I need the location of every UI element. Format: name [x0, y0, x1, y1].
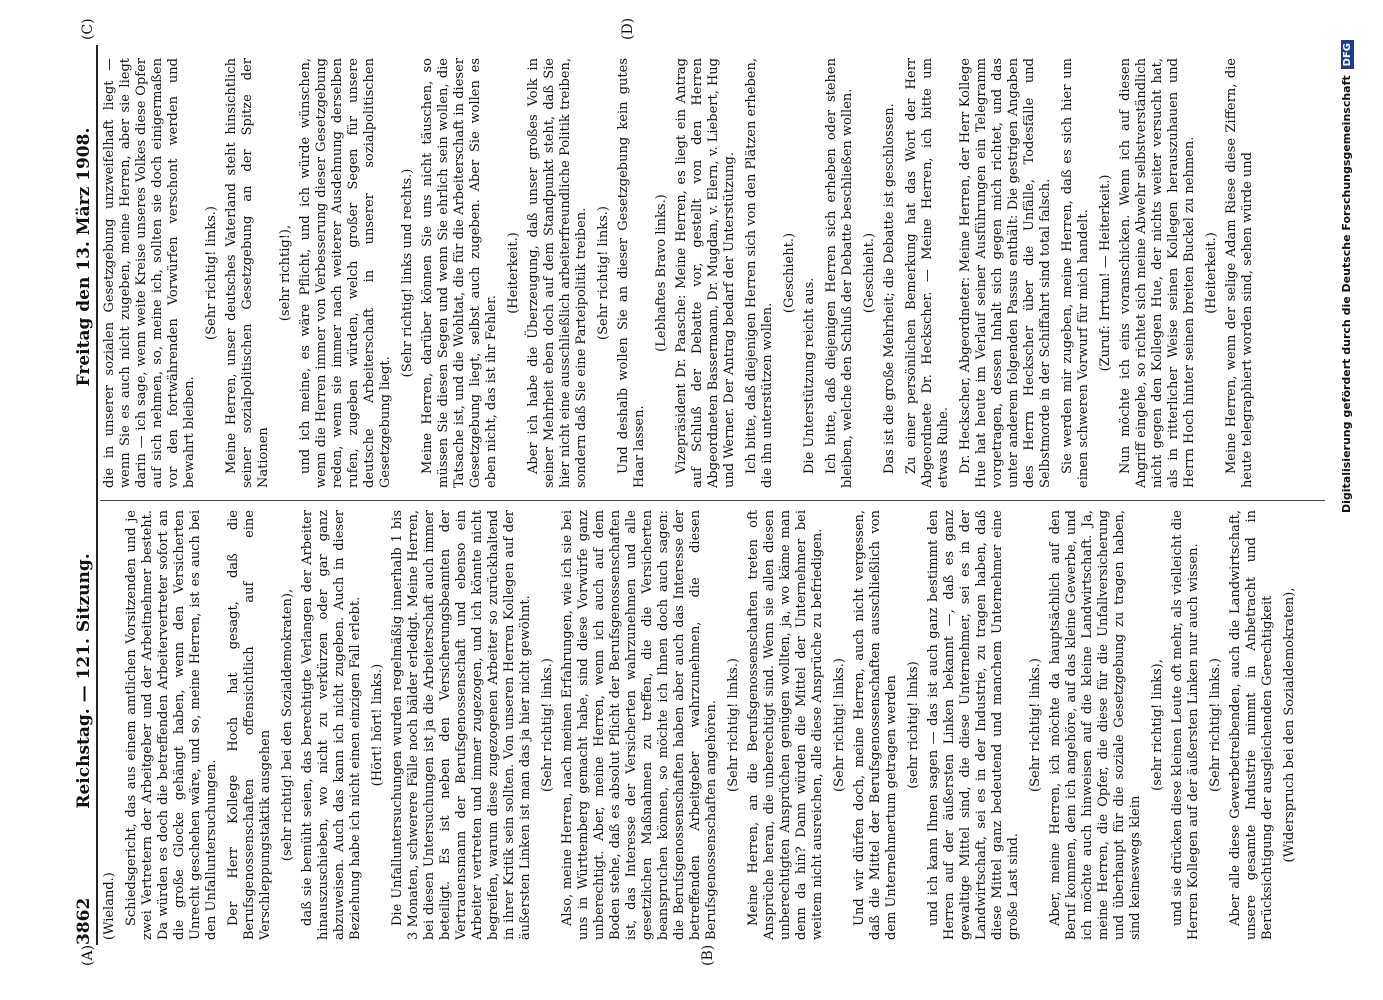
- interjection: (Sehr richtig! links.): [726, 658, 741, 792]
- paragraph: Nun möchte ich eins voranschicken. Wenn ich auf diesen Angriff eingehe, so richtet sich meine Abwehr selbstverständlich nicht gegen den Kollegen Hue, der nichts weiter versucht hat, als in ritterlicher Weise seinen Kollegen herauszuhauen und Herrn Hoch hinter seinen breiten Buckel zu nehmen.: [1118, 58, 1197, 488]
- left-text-column: [102, 510, 1322, 940]
- interjection: (sehr richtig! links),: [1150, 659, 1165, 791]
- paragraph: Meine Herren, an die Berufsgenossenschaften treten oft Ansprüche heran, die unberechtigt sind. Wenn sie allen diesen unberechtigten Ansprüchen genügen wollten, ja, wo käme man denn da hin? Dann würden die Mittel der Unternehmer bei weitem nicht ausreichen, alle diese Ansprüche zu befriedigen.: [746, 510, 825, 940]
- paragraph: und ich kann Ihnen sagen — das ist auch ganz bestimmt den Herren auf der äußersten Linken bekannt —, daß es ganz gewaltige Mittel sind, die diese Unternehmer, sei es in der Landwirtschaft, sei es in der Industrie, zu tragen haben, daß diese Mittel ganz bedeutend und manchem Unternehmer eine große Last sind.: [926, 510, 1021, 940]
- interjection: (Zuruf: Irrtum! — Heiterkeit.): [1098, 174, 1113, 372]
- column-divider: [100, 500, 1325, 501]
- interjection: (Sehr richtig! links.): [832, 658, 847, 792]
- interjection: (Heiterkeit.): [506, 232, 521, 314]
- right-text-column: [102, 58, 1322, 488]
- interjection: (Sehr richtig! links.): [540, 658, 555, 792]
- interjection: (Widerspruch bei den Sozialdemokraten),: [1282, 587, 1297, 863]
- paragraph: Meine Herren, darüber können Sie uns nicht täuschen, so müssen Sie diesen Segen und wenn Sie ehrlich sein wollen, die Tatsache ist, und die Wohltat, die für die Arbeiterschaft in dieser Gesetzgebung liegt, selbst auch zugeben. Aber Sie wollen es eben nicht, das ist ihr Fehler.: [420, 58, 499, 488]
- interjection: (Sehr richtig! links.): [1028, 658, 1043, 792]
- header-left-title: Reichstag. — 121. Sitzung.: [74, 553, 94, 809]
- interjection: (Sehr richtig! links.): [596, 206, 611, 340]
- page-number: 3862: [74, 897, 94, 945]
- header-right-title: Freitag den 13. März 1908.: [74, 127, 94, 387]
- paragraph: Sie werden mir zugeben, meine Herren, daß es sich hier um einen schweren Vorwurf für mich handelt.: [1060, 58, 1091, 488]
- paragraph: Also, meine Herren, nach meinen Erfahrungen, wie ich sie bei uns in Württemberg gemacht habe, sind diese Vorwürfe ganz unberechtigt. Aber, meine Herren, wenn ich auch auf dem Boden stehe, daß es absolut Pflicht der Berufsgenossenschaften ist, das Interesse der Versicherten wahrzunehmen und alle gesetzlichen Maßnahmen zu treffen, die die Versicherten beanspruchen können, so möchte ich Ihnen doch auch sagen: die Berufsgenossenschaften haben aber auch das Interesse der betreffenden Arbeitgeber wahrzunehmen, die diesen Berufsgenossenschaften angehören.: [560, 510, 719, 940]
- interjection: (sehr richtig! links): [906, 661, 921, 789]
- interjection: (Sehr richtig! links.): [1208, 658, 1223, 792]
- paragraph: Das ist die große Mehrheit; die Debatte ist geschlossen.: [882, 103, 897, 474]
- paragraph: Meine Herren, wenn der selige Adam Riese diese Ziffern, die heute telegraphiert worden sind, sehen würde und: [1224, 58, 1255, 488]
- paragraph: Aber, meine Herren, ich möchte da hauptsächlich auf den Beruf kommen, dem ich angehöre, auf das kleine Gewerbe, und ich möchte auch hinweisen auf die kleine Landwirtschaft. Ja, meine Herren, die Opfer, die diese für die Unfallversicherung und überhaupt für die soziale Gesetzgebung zu tragen haben, sind keineswegs klein: [1048, 510, 1143, 940]
- credit-text: Digitalisierung gefördert durch die Deutsche Forschungsgemeinschaft: [1340, 75, 1353, 514]
- interjection: (Lebhaftes Bravo links.): [654, 194, 669, 352]
- paragraph: Die Unterstützung reicht aus.: [802, 277, 817, 474]
- paragraph: Vizepräsident Dr. Paasche: Meine Herren, es liegt ein Antrag auf Schluß der Debatte vor, gestellt von den Herren Abgeordneten Bassermann, Dr. Mugdan, v. Elern, v. Liebert, Hug und Werner. Der Antrag bedarf der Unterstützung.: [674, 58, 737, 488]
- header-rule: [96, 45, 98, 945]
- interjection: (Heiterkeit.): [1204, 232, 1219, 314]
- paragraph: Dr. Heckscher, Abgeordneter: Meine Herren, der Herr Kollege Hue hat heute im Verlauf seiner Ausführungen ein Telegramm vorgetragen, dessen Inhalt sich gegen mich richtet, und das unter anderem folgenden Passus enthält: Die gestrigen Angaben des Herrn Heckscher über die Unfälle, Todesfälle und Selbstmorde in der Schiffahrt sind total falsch.: [958, 58, 1053, 488]
- paragraph: Zu einer persönlichen Bemerkung hat das Wort der Herr Abgeordnete Dr. Heckscher. — Meine Herren, ich bitte um etwas Ruhe.: [904, 58, 951, 488]
- paragraph: und ich meine, es wäre Pflicht, und ich würde wünschen, wenn die Herren immer von Verbesserung dieser Gesetzgebung reden, wenn sie immer nach weiterer Ausdehnung derselben rufen, zugeben würden, welch großer Segen für unsere deutsche Arbeiterschaft in unserer sozialpolitischen Gesetzgebung liegt.: [298, 58, 393, 488]
- paragraph: Und wir dürfen doch, meine Herren, auch nicht vergessen, daß die Mittel der Berufsgenossenschaften ausschließlich von dem Unternehmertum getragen werden: [852, 510, 899, 940]
- digitization-credit: [1340, 40, 1354, 960]
- margin-marker-a: (A): [80, 944, 96, 966]
- interjection: (Sehr richtig! links.): [204, 206, 219, 340]
- page-header: [60, 45, 94, 945]
- paragraph: Meine Herren, unser deutsches Vaterland steht hinsichtlich seiner sozialpolitischen Gesetzgebung an der Spitze der Nationen: [224, 58, 271, 488]
- paragraph: Und deshalb wollen Sie an dieser Gesetzgebung kein gutes Haar lassen.: [616, 58, 647, 488]
- dfg-logo: DFG: [1341, 40, 1354, 69]
- paragraph: Die Unfalluntersuchungen wurden regelmäßig innerhalb 1 bis 3 Monaten, schwerere Fälle noch bälder erledigt. Meine Herren, bei diesen Untersuchungen ist ja die Arbeiterschaft auch immer beteiligt. Es ist neben den Versicherungsbeamten der Vertrauensmann der Berufsgenossenschaft und ebenso ein Arbeiter vertreten und immer zugezogen, und ich könnte nicht begreifen, warum diese zugezogenen Arbeiter so zurückhaltend in ihrer Kritik sein sollten. Von unseren Herren Kollegen auf der äußersten Linken ist man das ja hier nicht gewöhnt.: [390, 510, 533, 940]
- interjection: (Hört! hört! links.): [370, 663, 385, 787]
- paragraph: Ich bitte, daß diejenigen Herren sich von den Plätzen erheben, die ihn unterstützen wollen.: [744, 58, 775, 488]
- interjection: (sehr richtig!),: [278, 224, 293, 322]
- margin-marker-c: (C): [80, 18, 96, 40]
- paragraph: und sie drücken diese kleinen Leute oft mehr, als vielleicht die Herren Kollegen auf der äußersten Linken nur auch wissen.: [1170, 510, 1201, 940]
- paragraph: Ich bitte, daß diejenigen Herren sich erheben oder stehen bleiben, welche den Schluß der Debatte beschließen wollen.: [824, 58, 855, 488]
- interjection: (Geschieht.): [862, 232, 877, 314]
- paragraph: daß sie bemüht seien, das berechtigte Verlangen der Arbeiter hinauszuschieben, wo nicht zu verkürzen oder gar ganz abzuweisen. Auch das kann ich nicht zugeben. Auch in dieser Beziehung habe ich nicht einen einzigen Fall erlebt.: [300, 510, 363, 940]
- paragraph: Aber ich habe die Überzeugung, daß unser großes Volk in seiner Mehrheit eben doch auf dem Standpunkt steht, daß Sie hier nicht eine ausschließlich arbeiterfreundliche Politik treiben, sondern daß Sie eine Parteipolitik treiben.: [526, 58, 589, 488]
- interjection: (Geschieht.): [782, 232, 797, 314]
- margin-marker-d: (D): [620, 17, 636, 40]
- paragraph: die in unserer sozialen Gesetzgebung unzweifelhaft liegt — wenn Sie es auch nicht zugeben, meine Herren, aber sie liegt darin — ich sage, wenn weite Kreise unseres Volkes diese Opfer auf sich nehmen, so, meine ich, sollten sie doch einigermaßen vor den fortwährenden Vorwürfen verschont werden und bewahrt bleiben.: [102, 58, 197, 488]
- paragraph: Der Herr Kollege Hoch hat gesagt, daß die Berufsgenossenschaften offensichtlich auf eine Verschleppungstaktik ausgehen: [226, 510, 273, 940]
- margin-marker-b: (B): [700, 944, 716, 966]
- paragraph: Schiedsgericht, das aus einem amtlichen Vorsitzenden und je zwei Vertretern der Arbeitgeber und der Arbeitnehmer besteht. Da würden es doch die betreffenden Arbeitervertreter sofort an die große Glocke gehängt haben, wenn den Versicherten Unrecht geschehen wäre, und so, meine Herren, ist es auch bei den Unfalluntersuchungen.: [124, 510, 219, 940]
- paragraph: (Wieland.): [102, 872, 117, 940]
- paragraph: Aber alle diese Gewerbetreibenden, auch die Landwirtschaft, unsere gesamte Industrie nimmt in Anbetracht und in Berücksichtigung der ausgleichenden Gerechtigkeit: [1228, 510, 1275, 940]
- interjection: (Sehr richtig! links und rechts.): [400, 168, 415, 378]
- interjection: (sehr richtig! bei den Sozialdemokraten),: [280, 588, 295, 862]
